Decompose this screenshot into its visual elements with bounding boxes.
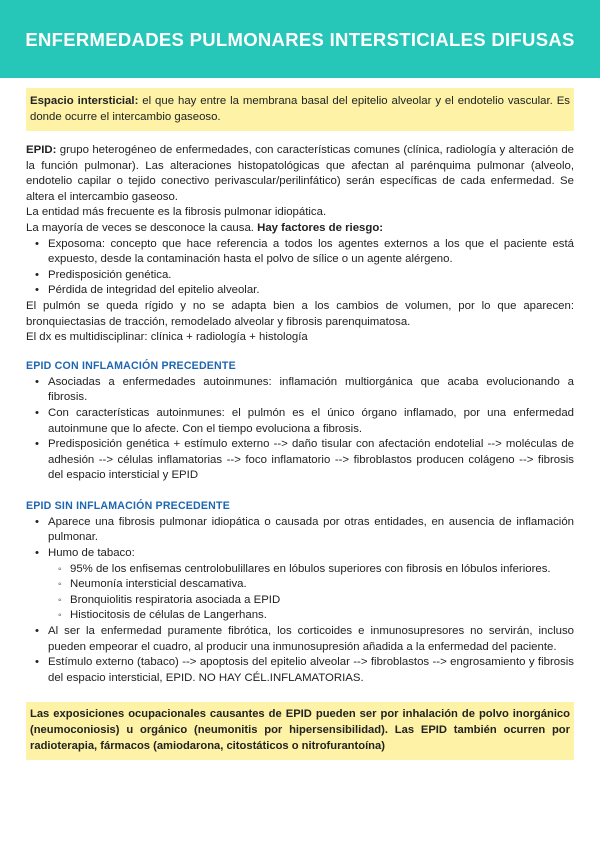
page-title: ENFERMEDADES PULMONARES INTERSTICIALES DIFUSAS bbox=[25, 29, 575, 50]
epid-definition: grupo heterogéneo de enfermedades, con características comunes (clínica, radiología y alteración de la función pulmonar). Las alteraciones histopatológicas que afectan al parénquima pulmonar (alveolo, endotelio capilar o tejido conectivo perivascular/perilinfático) serán específicas de cada enfermedad. Se altera el intercambio gaseoso. bbox=[26, 144, 574, 203]
list-item: • Predisposición genética. bbox=[48, 268, 574, 284]
sub-list-item: ◦ Histiocitosis de células de Langerhans. bbox=[70, 608, 574, 624]
sub-list-item: ◦ 95% de los enfisemas centrolobulillares en lóbulos superiores con fibrosis en lóbulos inferiores. bbox=[70, 562, 574, 578]
diagnosis-text: El dx es multidisciplinar: clínica + radiología + histología bbox=[26, 331, 308, 344]
epid-frequent: La entidad más frecuente es la fibrosis pulmonar idiopática. bbox=[26, 206, 327, 219]
sub-list-item: ◦ Bronquiolitis respiratoria asociada a EPID bbox=[70, 593, 574, 609]
lung-rigidity-text: El pulmón se queda rígido y no se adapta bien a los cambios de volumen, por lo que aparecen: bronquiectasias de tracción, remodelado alveolar y fibrosis parenquimatosa. bbox=[26, 299, 574, 328]
list-item: • Al ser la enfermedad puramente fibrótica, los corticoides e inmunosupresores no servirán, incluso pueden empeorar el cuadro, al producir una inmunosupresión añadida a la enfermedad del paciente. bbox=[48, 624, 574, 655]
tobacco-sublist bbox=[48, 562, 574, 624]
with-inflammation-list bbox=[26, 375, 574, 484]
without-inflammation-list bbox=[26, 515, 574, 687]
list-item: • Predisposición genética + estímulo externo --> daño tisular con afectación endotelial --> moléculas de adhesión --> células inflamatorias --> foco inflamatorio --> fibroblastos producen colágeno --> fibrosis del espacio intersticial y EPID bbox=[48, 437, 574, 484]
list-item: • Pérdida de integridad del epitelio alveolar. bbox=[48, 283, 574, 299]
interstitial-definition-box bbox=[26, 88, 574, 131]
list-item: • Aparece una fibrosis pulmonar idiopática o causada por otras entidades, en ausencia de inflamación pulmonar. bbox=[48, 515, 574, 546]
risk-factors-list bbox=[26, 237, 574, 299]
sub-list-item: ◦ Neumonía intersticial descamativa. bbox=[70, 577, 574, 593]
section-title-with-inflammation: EPID CON INFLAMACIÓN PRECEDENTE bbox=[26, 359, 236, 372]
epid-cause: La mayoría de veces se desconoce la causa. bbox=[26, 221, 258, 234]
list-item: • Exposoma: concepto que hace referencia a todos los agentes externos a los que el paciente está expuesto, desde la contaminación hasta el polvo de sílice o un agente alérgeno. bbox=[48, 237, 574, 268]
epid-cause-paragraph bbox=[26, 221, 574, 237]
list-item: • Estímulo externo (tabaco) --> apoptosis del epitelio alveolar --> fibroblastos --> engrosamiento y fibrosis del espacio intersticial, EPID. NO HAY CÉL.INFLAMATORIAS. bbox=[48, 655, 574, 686]
risk-factors-label: Hay factores de riesgo: bbox=[257, 221, 384, 234]
occupational-exposures-box: Las exposiciones ocupacionales causantes de EPID pueden ser por inhalación de polvo inorgánico (neumoconiosis) u orgánico (neumonitis por hipersensibilidad). Las EPID también ocurren por radioterapia, fármacos (amiodarona, citostáticos o nitrofurantoína) bbox=[26, 702, 574, 759]
tobacco-label: Humo de tabaco: bbox=[48, 547, 135, 560]
document-body bbox=[26, 88, 574, 760]
epid-definition-paragraph bbox=[26, 143, 574, 205]
title-banner bbox=[0, 0, 600, 78]
list-item: • Asociadas a enfermedades autoinmunes: inflamación multiorgánica que acaba evolucionando a fibrosis. bbox=[48, 375, 574, 406]
list-item: • Con características autoinmunes: el pulmón es el único órgano inflamado, por una enfermedad autoinmune que lo afecte. Con el tiempo evoluciona a fibrosis. bbox=[48, 406, 574, 437]
epid-term: EPID: bbox=[26, 144, 57, 156]
section-title-without-inflammation: EPID SIN INFLAMACIÓN PRECEDENTE bbox=[26, 499, 230, 512]
interstitial-definition: el que hay entre la membrana basal del epitelio alveolar y el endotelio vascular. Es donde ocurre el intercambio gaseoso. bbox=[30, 95, 571, 123]
interstitial-term: Espacio intersticial: bbox=[30, 95, 139, 107]
epid-overview bbox=[26, 143, 574, 346]
list-item-tobacco bbox=[48, 546, 574, 624]
